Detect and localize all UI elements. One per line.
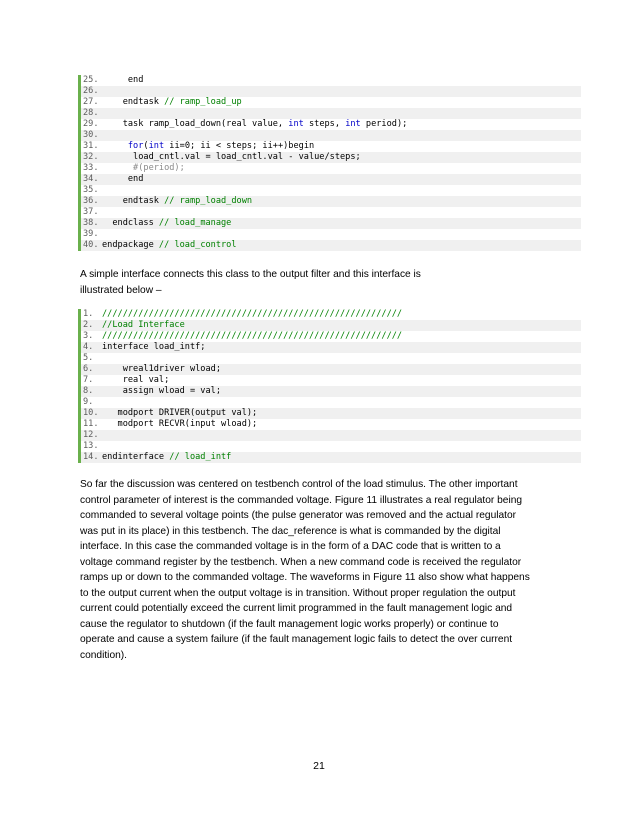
code-line: [81, 174, 581, 185]
text-line: condition).: [80, 649, 128, 661]
line-number: 30.: [83, 130, 99, 140]
code-line: [81, 386, 581, 397]
code-text: steps,: [303, 119, 346, 129]
code-text: period);: [360, 119, 408, 129]
code-comment: // load_manage: [158, 218, 232, 228]
code-line: [81, 331, 581, 342]
code-text: wreal1driver wload;: [102, 364, 221, 374]
line-number: 26.: [83, 86, 99, 96]
code-text: endclass: [102, 218, 159, 228]
code-line: [81, 240, 581, 251]
code-line: [81, 218, 581, 229]
code-line: [81, 397, 581, 408]
line-number: 39.: [83, 229, 99, 239]
code-text: real val;: [102, 375, 170, 385]
code-text: assign wload = val;: [102, 386, 221, 396]
line-number: 5.: [83, 353, 94, 363]
code-line: [81, 196, 581, 207]
text-line: voltage command register by the testbench. When a new command code is received the regulator: [80, 556, 522, 568]
line-number: 28.: [83, 108, 99, 118]
code-comment: // load_control: [158, 240, 237, 250]
code-keyword: for: [127, 141, 144, 151]
code-line: [81, 309, 581, 320]
line-number: 3.: [83, 331, 94, 341]
code-line: [81, 130, 581, 141]
text-line: operate and cause a system failure (if the fault management logic fails to detect the over current: [80, 634, 513, 645]
code-text: interface load_intf;: [102, 342, 206, 352]
line-number: 33.: [83, 163, 99, 173]
code-line: [81, 452, 581, 463]
code-text: endpackage: [102, 240, 159, 250]
line-number: 38.: [83, 218, 99, 228]
code-line: [81, 152, 581, 163]
code-comment: // load_intf: [169, 452, 232, 462]
line-number: 27.: [83, 97, 99, 107]
line-number: 34.: [83, 174, 99, 184]
code-text: modport DRIVER(output val);: [102, 408, 258, 418]
line-number: 29.: [83, 119, 99, 129]
code-comment: //Load Interface: [102, 320, 185, 330]
code-line: [81, 207, 581, 218]
code-line: [81, 408, 581, 419]
code-text: #(period);: [102, 163, 185, 173]
text-line: to the output current when the output voltage is in transition. Without proper regulation the output: [80, 587, 516, 599]
code-text: endtask: [102, 196, 165, 206]
line-number: 13.: [83, 441, 99, 451]
code-text: modport RECVR(input wload);: [102, 419, 258, 429]
line-number: 36.: [83, 196, 99, 206]
code-line: [81, 108, 581, 119]
code-line: [81, 119, 581, 130]
line-number: 32.: [83, 152, 99, 162]
code-line: [81, 419, 581, 430]
code-comment: //////////////////////////////////////////////////////////: [102, 309, 403, 319]
code-line: [81, 342, 581, 353]
line-number: 9.: [83, 397, 94, 407]
line-number: 31.: [83, 141, 99, 151]
code-block-ramp-load: [78, 75, 581, 251]
line-number: 25.: [83, 75, 99, 85]
code-line: [81, 375, 581, 386]
text-line: So far the discussion was centered on testbench control of the load stimulus. The other important: [80, 479, 518, 490]
code-keyword: int: [148, 141, 165, 151]
page-number: 21: [313, 760, 325, 772]
line-number: 40.: [83, 240, 99, 250]
code-line: [81, 353, 581, 364]
line-number: 6.: [83, 364, 94, 374]
code-block-load-interface: [78, 309, 581, 463]
code-text: [102, 141, 128, 151]
text-line: was put in its place) in this testbench. The dac_reference is what is commanded by the digital: [80, 525, 501, 537]
line-number: 1.: [83, 309, 94, 319]
code-line: [81, 86, 581, 97]
code-text: endtask: [102, 97, 165, 107]
text-line: ramps up or down to the commanded voltage. The waveforms in Figure 11 also show what happens: [80, 572, 530, 583]
code-text: endinterface: [102, 452, 170, 462]
code-line: [81, 441, 581, 452]
line-number: 12.: [83, 430, 99, 440]
paragraph-commanded-voltage: [80, 477, 560, 663]
code-keyword: int: [288, 119, 304, 129]
code-line: [81, 97, 581, 108]
text-line: illustrated below –: [80, 284, 162, 296]
code-text: end: [102, 174, 144, 184]
code-line: [81, 185, 581, 196]
code-comment: // ramp_load_down: [164, 196, 253, 206]
line-number: 2.: [83, 320, 94, 330]
code-line: [81, 430, 581, 441]
code-line: [81, 320, 581, 331]
text-line: control parameter of interest is the commanded voltage. Figure 11 illustrates a real regulator being: [80, 494, 523, 506]
code-line: [81, 229, 581, 240]
line-number: 8.: [83, 386, 94, 396]
text-line: interface. In this case the commanded voltage is in the form of a DAC code that is written to a: [80, 541, 501, 552]
line-number: 14.: [83, 452, 99, 462]
code-text: ii=0; ii < steps; ii++)begin: [164, 141, 315, 151]
code-comment: // ramp_load_up: [164, 97, 242, 107]
code-line: [81, 141, 581, 152]
code-comment: //////////////////////////////////////////////////////////: [102, 331, 403, 341]
code-line: [81, 75, 581, 86]
line-number: 7.: [83, 375, 94, 385]
code-text: task ramp_load_down(real value,: [102, 119, 289, 129]
line-number: 11.: [83, 419, 99, 429]
paragraph-interface-intro: [80, 267, 560, 298]
line-number: 10.: [83, 408, 99, 418]
code-text: (: [143, 141, 149, 151]
text-line: current could potentially exceed the current limit programmed in the fault management logic and: [80, 603, 513, 614]
line-number: 37.: [83, 207, 99, 217]
text-line: A simple interface connects this class to the output filter and this interface is: [80, 269, 421, 280]
code-line: [81, 163, 581, 174]
text-line: commanded to several voltage points (the pulse generator was removed and the actual regulator: [80, 510, 517, 521]
line-number: 4.: [83, 342, 94, 352]
code-line: [81, 364, 581, 375]
code-keyword: int: [345, 119, 361, 129]
line-number: 35.: [83, 185, 99, 195]
code-text: load_cntl.val = load_cntl.val - value/steps;: [102, 152, 361, 162]
code-text: end: [102, 75, 144, 85]
text-line: cause the regulator to shutdown (if the fault management logic works properly) or continue to: [80, 618, 499, 630]
